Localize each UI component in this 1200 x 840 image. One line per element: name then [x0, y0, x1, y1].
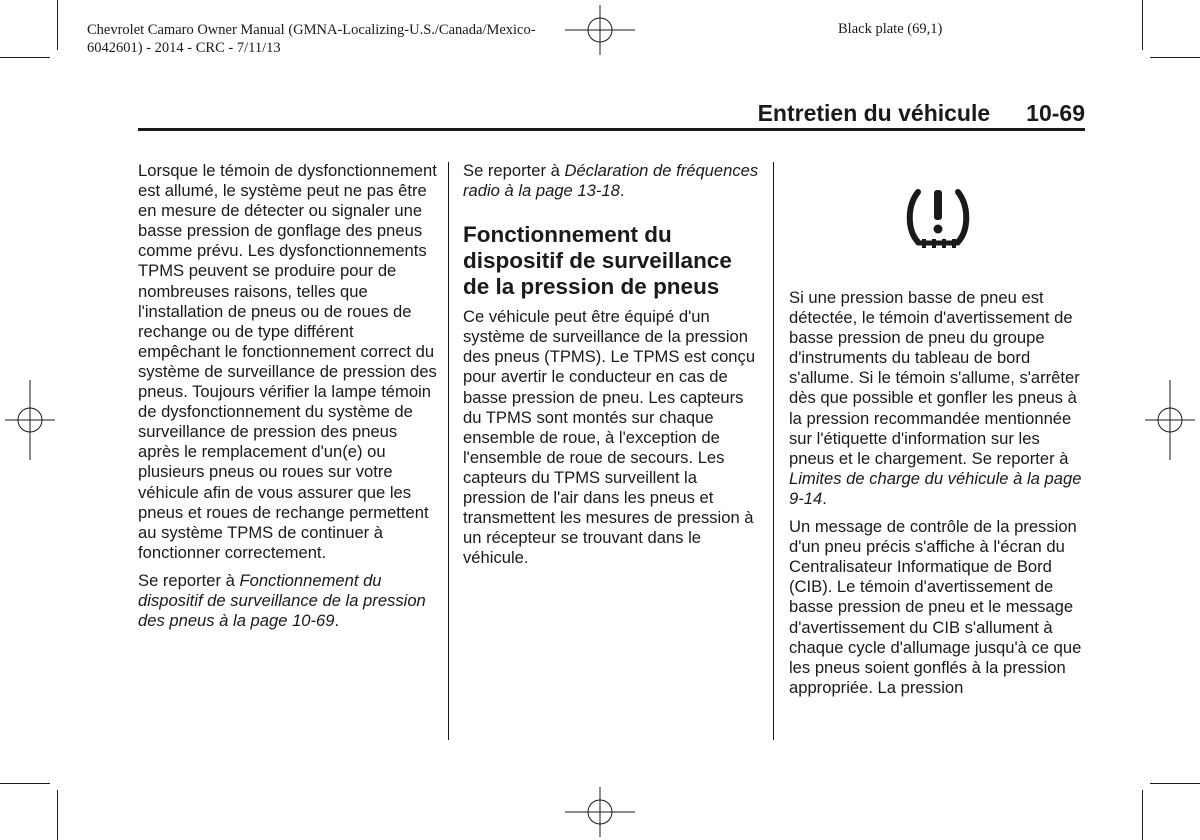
cross-reference-suffix: . — [334, 611, 340, 631]
header-rule — [138, 128, 1085, 131]
section-heading: Fonctionnement du dispositif de surveillance de la pression de pneus — [463, 222, 732, 300]
column-2 — [463, 161, 760, 576]
registration-mark-top — [565, 5, 635, 55]
print-meta — [87, 21, 536, 57]
crop-mark — [1150, 57, 1200, 58]
cross-reference — [463, 161, 760, 201]
crop-mark — [57, 0, 58, 50]
crop-mark — [0, 783, 50, 784]
cross-reference-suffix: . — [822, 488, 827, 508]
cross-reference-suffix: . — [619, 181, 625, 201]
crop-mark — [1142, 790, 1143, 840]
paragraph — [789, 288, 1089, 509]
crop-mark — [0, 57, 50, 58]
crop-mark — [1142, 0, 1143, 50]
paragraph: Un message de contrôle de la pression d'un pneu précis s'affiche à l'écran du Centralisateur Informatique de Bord (CIB). Le témoin d'avertissement de basse pression de pneu et le message d'avertissement du CIB s'allument à chaque cycle d'allumage jusqu'à ce que les pneus soient gonflés à la pression appropriée. La pression — [789, 517, 1082, 697]
paragraph: Lorsque le témoin de dysfonctionnement est allumé, le système peut ne pas être en mesure de détecter ou signaler une basse pression de gonflage des pneus comme prévu. Les dysfonctionnements TPMS peuvent se produire pour de nombreuses raisons, telles que l'installation de pneus ou de roues de rechange ou de type différent empêchant le fonctionnement correct du système de surveillance de pression des pneus. Toujours vérifier la lampe témoin de dysfonctionnement du système de surveillance de pression des pneus après le remplacement d'un(e) ou plusieurs pneus ou roues sur votre véhicule afin de vous assurer que les pneus et roues de rechange permettent au système TPMS de continuer à fonctionner correctement. — [138, 161, 437, 562]
print-meta-line2: 6042601) - 2014 - CRC - 7/11/13 — [87, 40, 281, 56]
column-1 — [138, 161, 438, 639]
plate-label: Black plate (69,1) — [838, 21, 943, 37]
column-divider — [773, 162, 774, 740]
paragraph: Ce véhicule peut être équipé d'un système de surveillance de la pression des pneus (TPMS). Le TPMS est conçu pour avertir le conducteur en cas de basse pression de pneu. Les capteurs du TPMS sont montés sur chaque ensemble de roue, à l'exception de l'ensemble de roue de secours. Les capteurs du TPMS surveillent la pression de l'air dans les pneus et transmettent les mesures de pression à un récepteur se trouvant dans le véhicule. — [463, 307, 756, 568]
cross-reference-link[interactable]: Déclaration de fréquences radio à la page 13-18 — [463, 161, 759, 201]
crop-mark — [1150, 783, 1200, 784]
running-header — [758, 100, 1085, 127]
column-3 — [789, 288, 1089, 706]
cross-reference-link[interactable]: Fonctionnement du dispositif de surveillance de la pression des pneus à la page 10-69 — [138, 570, 426, 631]
tire-pressure-warning-icon — [905, 186, 971, 250]
paragraph-text: Si une pression basse de pneu est détectée, le témoin d'avertissement de basse pression de pneu du groupe d'instruments du tableau de bord s'allume. Si le témoin s'allume, s'arrêter dès que possible et gonfler les pneus à la pression recommandée mentionnée sur l'étiquette d'information sur les pneus et le chargement. Se reporter à — [789, 288, 1080, 468]
registration-mark-right — [1145, 380, 1195, 460]
column-divider — [448, 162, 449, 740]
cross-reference-link[interactable]: Limites de charge du véhicule à la page 9-14 — [789, 468, 1082, 508]
print-meta-line1: Chevrolet Camaro Owner Manual (GMNA-Localizing-U.S./Canada/Mexico- — [87, 22, 536, 38]
cross-reference-prefix: Se reporter à — [463, 161, 565, 180]
cross-reference — [138, 571, 438, 631]
cross-reference-prefix: Se reporter à — [138, 570, 240, 590]
registration-mark-left — [5, 380, 55, 460]
registration-mark-bottom — [565, 787, 635, 837]
crop-mark — [57, 790, 58, 840]
page-number: 10-69 — [1026, 100, 1085, 126]
section-title: Entretien du véhicule — [757, 100, 991, 126]
